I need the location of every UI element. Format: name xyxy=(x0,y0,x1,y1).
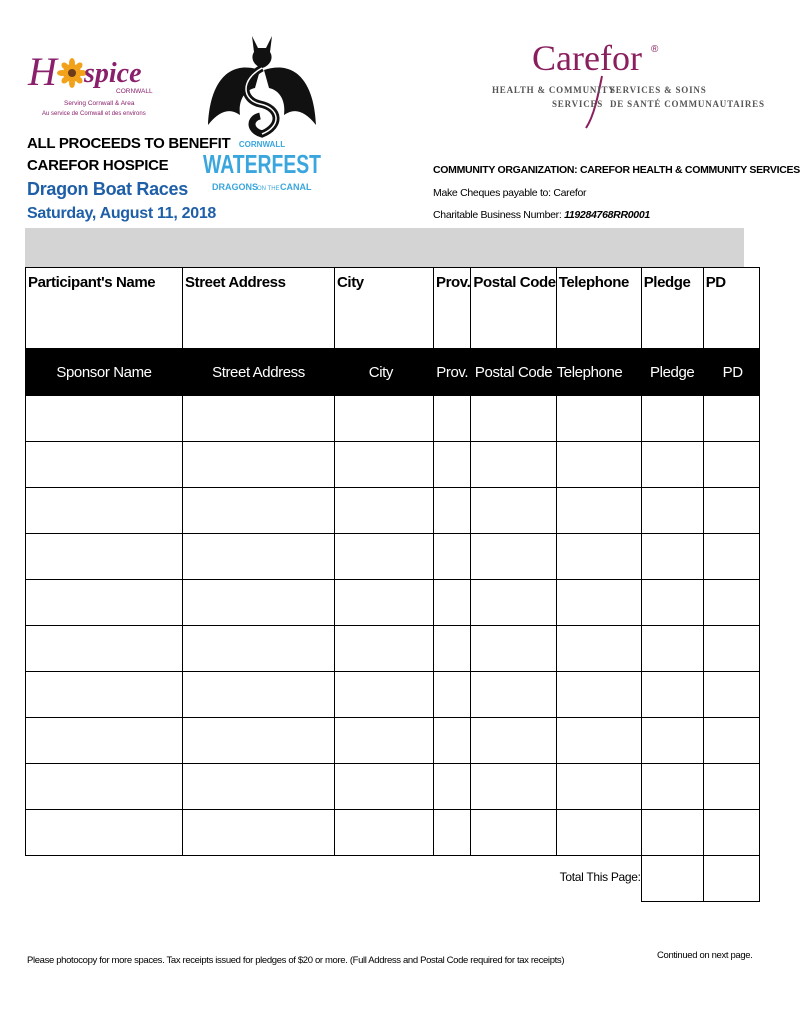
hospice-sub: CORNWALL xyxy=(116,88,153,95)
pledge-cell[interactable] xyxy=(641,718,703,764)
total-spacer xyxy=(26,856,183,902)
telephone-cell[interactable] xyxy=(556,810,641,856)
sponsor-name-cell[interactable] xyxy=(26,764,183,810)
pledge-cell[interactable] xyxy=(641,488,703,534)
prov-cell[interactable] xyxy=(434,442,471,488)
sponsor-row xyxy=(26,488,760,534)
pd-cell[interactable] xyxy=(703,626,759,672)
participant-pledge-header: Pledge xyxy=(641,268,703,349)
pd-cell[interactable] xyxy=(703,718,759,764)
postal-cell[interactable] xyxy=(471,534,556,580)
sponsor-name-header: Sponsor Name xyxy=(26,349,183,396)
event-name: Dragon Boat Races xyxy=(27,179,188,199)
carefor-logo xyxy=(490,36,765,126)
participant-pd-header: PD xyxy=(703,268,759,349)
participant-postal-header: Postal Code xyxy=(471,268,556,349)
pledge-cell[interactable] xyxy=(641,626,703,672)
participant-prov-header: Prov. xyxy=(434,268,471,349)
sponsor-header-row xyxy=(26,349,760,396)
pd-cell[interactable] xyxy=(703,764,759,810)
sponsor-name-cell[interactable] xyxy=(26,534,183,580)
street-cell[interactable] xyxy=(183,626,335,672)
waterfest-logo xyxy=(200,30,325,215)
telephone-cell[interactable] xyxy=(556,626,641,672)
sponsor-telephone-header: Telephone xyxy=(556,349,641,396)
charitable-number: 119284768RR0001 xyxy=(564,209,650,221)
prov-cell[interactable] xyxy=(434,488,471,534)
total-spacer xyxy=(183,856,335,902)
waterfest-top-text: CORNWALL xyxy=(238,140,286,149)
total-label-cell xyxy=(556,856,641,902)
total-label: Total This Page: xyxy=(559,870,641,884)
postal-cell[interactable] xyxy=(471,810,556,856)
total-pledge-cell[interactable] xyxy=(641,856,703,902)
sponsor-street-header: Street Address xyxy=(183,349,335,396)
street-cell[interactable] xyxy=(183,396,335,442)
prov-cell[interactable] xyxy=(434,718,471,764)
waterfest-dragons-text: DRAGONS xyxy=(212,182,259,192)
organization-info xyxy=(433,164,800,221)
benefit-line-1: ALL PROCEEDS TO BENEFIT xyxy=(27,135,231,152)
hospice-logo-art xyxy=(20,30,170,125)
city-cell[interactable] xyxy=(335,764,434,810)
postal-cell[interactable] xyxy=(471,626,556,672)
charitable-number-row xyxy=(433,209,753,221)
sponsor-pledge-header: Pledge xyxy=(641,349,703,396)
sponsor-row xyxy=(26,810,760,856)
carefor-line2-left: SERVICES xyxy=(552,99,604,109)
waterfest-canal-text: CANAL xyxy=(280,182,312,192)
total-pd-cell[interactable] xyxy=(703,856,759,902)
participant-street-header: Street Address xyxy=(183,268,335,349)
carefor-line1-right: SERVICES & SOINS xyxy=(610,85,707,95)
sponsor-row xyxy=(26,718,760,764)
participant-telephone-header: Telephone xyxy=(556,268,641,349)
waterfest-logo-art xyxy=(200,30,325,215)
participant-header-row xyxy=(26,268,760,349)
street-cell[interactable] xyxy=(183,810,335,856)
telephone-cell[interactable] xyxy=(556,396,641,442)
dragon-icon xyxy=(208,36,316,134)
pd-cell[interactable] xyxy=(703,488,759,534)
sponsor-name-cell[interactable] xyxy=(26,488,183,534)
city-cell[interactable] xyxy=(335,810,434,856)
postal-cell[interactable] xyxy=(471,764,556,810)
grey-band xyxy=(25,228,744,267)
cheques-payable: Make Cheques payable to: Carefor xyxy=(433,187,587,199)
city-cell[interactable] xyxy=(335,580,434,626)
sponsor-row xyxy=(26,626,760,672)
street-cell[interactable] xyxy=(183,580,335,626)
street-cell[interactable] xyxy=(183,442,335,488)
street-cell[interactable] xyxy=(183,764,335,810)
sponsor-prov-header: Prov. xyxy=(434,349,471,396)
pledge-cell[interactable] xyxy=(641,672,703,718)
carefor-line1-left: HEALTH & COMMUNITY xyxy=(492,85,616,95)
hospice-tagline-fr: Au service de Cornwall et des environs xyxy=(42,111,146,117)
sponsor-row xyxy=(26,580,760,626)
hospice-tagline-en: Serving Cornwall & Area xyxy=(64,100,135,107)
carefor-wordmark: Carefor xyxy=(532,38,642,78)
city-cell[interactable] xyxy=(335,718,434,764)
sponsor-name-cell[interactable] xyxy=(26,672,183,718)
city-cell[interactable] xyxy=(335,488,434,534)
city-cell[interactable] xyxy=(335,626,434,672)
pledge-cell[interactable] xyxy=(641,442,703,488)
telephone-cell[interactable] xyxy=(556,534,641,580)
pd-cell[interactable] xyxy=(703,810,759,856)
pd-cell[interactable] xyxy=(703,580,759,626)
waterfest-main-text: WATERFEST xyxy=(203,149,322,179)
telephone-cell[interactable] xyxy=(556,764,641,810)
waterfest-onthe-text: ON THE xyxy=(257,186,280,192)
pledge-cell[interactable] xyxy=(641,534,703,580)
telephone-cell[interactable] xyxy=(556,488,641,534)
sponsor-name-cell[interactable] xyxy=(26,810,183,856)
sponsor-city-header: City xyxy=(335,349,434,396)
postal-cell[interactable] xyxy=(471,580,556,626)
pledge-cell[interactable] xyxy=(641,580,703,626)
prov-cell[interactable] xyxy=(434,396,471,442)
pd-cell[interactable] xyxy=(703,442,759,488)
sponsor-name-cell[interactable] xyxy=(26,442,183,488)
sponsor-row xyxy=(26,442,760,488)
city-cell[interactable] xyxy=(335,672,434,718)
total-spacer xyxy=(335,856,434,902)
svg-text:H: H xyxy=(28,49,57,94)
charitable-number-label: Charitable Business Number: xyxy=(433,209,562,221)
pledge-cell[interactable] xyxy=(641,396,703,442)
telephone-cell[interactable] xyxy=(556,442,641,488)
city-cell[interactable] xyxy=(335,534,434,580)
street-cell[interactable] xyxy=(183,534,335,580)
prov-cell[interactable] xyxy=(434,810,471,856)
prov-cell[interactable] xyxy=(434,626,471,672)
sponsor-pd-header: PD xyxy=(703,349,759,396)
street-cell[interactable] xyxy=(183,488,335,534)
carefor-logo-art xyxy=(490,36,765,126)
total-spacer xyxy=(471,856,556,902)
postal-cell[interactable] xyxy=(471,672,556,718)
total-row xyxy=(26,856,760,902)
hospice-wordmark-spice: spice xyxy=(84,58,142,89)
sponsor-row xyxy=(26,764,760,810)
participant-name-header: Participant's Name xyxy=(26,268,183,349)
total-spacer xyxy=(434,856,471,902)
city-cell[interactable] xyxy=(335,396,434,442)
postal-cell[interactable] xyxy=(471,488,556,534)
prov-cell[interactable] xyxy=(434,580,471,626)
sponsor-name-cell[interactable] xyxy=(26,580,183,626)
sponsor-row xyxy=(26,672,760,718)
telephone-cell[interactable] xyxy=(556,672,641,718)
sponsor-postal-header: Postal Code xyxy=(471,349,556,396)
sponsor-row xyxy=(26,396,760,442)
sponsor-name-cell[interactable] xyxy=(26,718,183,764)
sunflower-icon xyxy=(57,58,87,88)
pd-cell[interactable] xyxy=(703,534,759,580)
telephone-cell[interactable] xyxy=(556,718,641,764)
prov-cell[interactable] xyxy=(434,534,471,580)
prov-cell[interactable] xyxy=(434,672,471,718)
postal-cell[interactable] xyxy=(471,396,556,442)
community-organization: COMMUNITY ORGANIZATION: CAREFOR HEALTH & COMMUNITY SERVICES xyxy=(433,164,800,176)
sponsor-name-cell[interactable] xyxy=(26,396,183,442)
continued-note: Continued on next page. xyxy=(657,950,753,961)
event-date: Saturday, August 11, 2018 xyxy=(27,205,217,222)
pledge-table xyxy=(25,267,760,902)
sponsor-name-cell[interactable] xyxy=(26,626,183,672)
benefit-line-2: CAREFOR HOSPICE xyxy=(27,157,169,174)
city-cell[interactable] xyxy=(335,442,434,488)
pledge-cell[interactable] xyxy=(641,810,703,856)
telephone-cell[interactable] xyxy=(556,580,641,626)
pledge-cell[interactable] xyxy=(641,764,703,810)
street-cell[interactable] xyxy=(183,718,335,764)
footer-note: Please photocopy for more spaces. Tax receipts issued for pledges of $20 or more. (Full Address and Postal Code required for tax receipts) xyxy=(27,955,565,966)
street-cell[interactable] xyxy=(183,672,335,718)
postal-cell[interactable] xyxy=(471,442,556,488)
event-header xyxy=(27,135,231,227)
prov-cell[interactable] xyxy=(434,764,471,810)
postal-cell[interactable] xyxy=(471,718,556,764)
carefor-line2-right: DE SANTÉ COMMUNAUTAIRES xyxy=(610,99,765,109)
carefor-reg-mark: ® xyxy=(651,44,659,55)
pd-cell[interactable] xyxy=(703,672,759,718)
hospice-logo xyxy=(20,30,170,125)
pd-cell[interactable] xyxy=(703,396,759,442)
participant-city-header: City xyxy=(335,268,434,349)
sponsor-row xyxy=(26,534,760,580)
